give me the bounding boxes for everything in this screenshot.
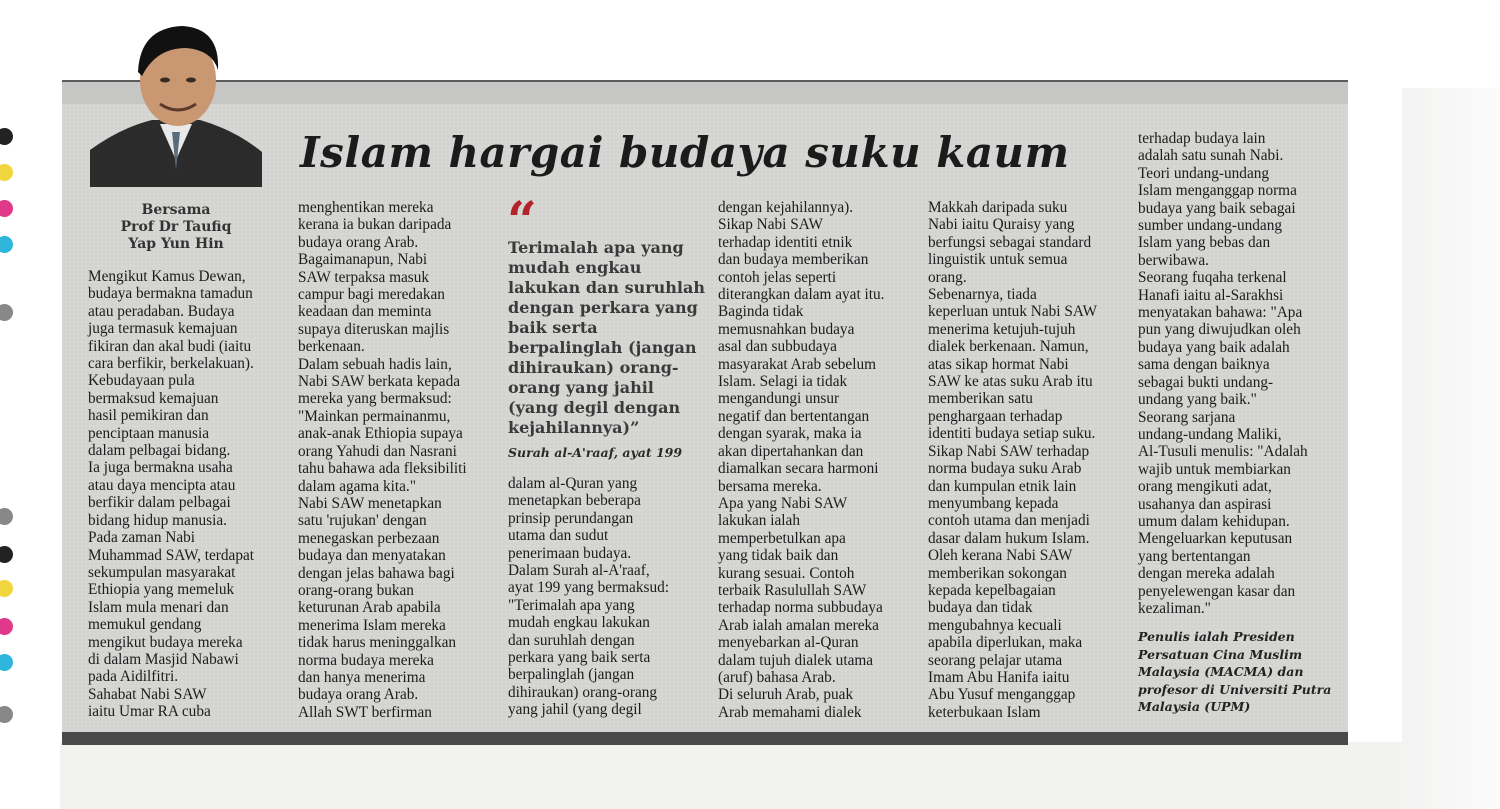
- byline: [90, 202, 262, 253]
- pull-quote-source: Surah al-A'raaf, ayat 199: [508, 445, 683, 460]
- registration-dot: [0, 508, 13, 525]
- article-column-1: Mengikut Kamus Dewan, budaya bermakna tamadun atau peradaban. Budaya juga termasuk kemajuan fikiran dan akal budi (iaitu cara berfikir, berkelakuan). Kebudayaan pula bermaksud kemajuan hasil pemikiran dan penciptaan manusia dalam pelbagai bidang. Ia juga bermakna usaha atau daya mencipta atau berfikir dalam pelbagai bidang hidup manusia. Pada zaman Nabi Muhammad SAW, terdapat sekumpulan masyarakat Ethiopia yang memeluk Islam mula menari dan memukul gendang mengikut budaya mereka di dalam Masjid Nabawi pada Aidilfitri. Sahabat Nabi SAW iaitu Umar RA cuba: [88, 268, 255, 721]
- article-column-2: menghentikan mereka kerana ia bukan daripada budaya orang Arab. Bagaimanapun, Nabi SAW terpaksa masuk campur bagi meredakan keadaan dan meminta supaya diteruskan majlis berkenaan. Dalam sebuah hadis lain, Nabi SAW berkata kepada mereka yang bermaksud: "Mainkan permainanmu, anak-anak Ethiopia supaya orang Yahudi dan Nasrani tahu bahawa ada fleksibiliti dalam agama kita." Nabi SAW menetapkan satu 'rujukan' dengan menegaskan perbezaan budaya dan menyatakan dengan jelas bahawa bagi orang-orang bukan keturunan Arab apabila menerima Islam mereka tidak harus meninggalkan norma budaya mereka dan hanya menerima budaya orang Arab. Allah SWT berfirman: [298, 199, 467, 721]
- registration-dot: [0, 654, 13, 671]
- registration-dot: [0, 128, 13, 145]
- pull-quote: Terimalah apa yang mudah engkau lakukan dan suruhlah dengan perkara yang baik serta berpalinglah (jangan dihiraukan) orang-orang yang jahil (yang degil dengan kejahilannya)”: [508, 238, 705, 437]
- quote-mark-icon: “: [507, 191, 537, 252]
- registration-dot: [0, 618, 13, 635]
- paper-bottom-margin: [60, 742, 1402, 809]
- color-registration-marks: [0, 124, 18, 744]
- article-column-4: dengan kejahilannya). Sikap Nabi SAW terhadap identiti etnik dan budaya memberikan contoh jelas seperti diterangkan dalam ayat itu. Baginda tidak memusnahkan budaya asal dan subbudaya masyarakat Arab sebelum Islam. Selagi ia tidak mengandungi unsur negatif dan bertentangan dengan syarak, maka ia akan dipertahankan dan diamalkan secara harmoni bersama mereka. Apa yang Nabi SAW lakukan ialah memperbetulkan apa yang tidak baik dan kurang sesuai. Contoh terbaik Rasulullah SAW terhadap norma subbudaya Arab ialah amalan mereka menyebarkan al-Quran dalam tujuh dialek utama (aruf) bahasa Arab. Di seluruh Arab, puak Arab memahami dialek: [718, 199, 885, 721]
- article-column-3: dalam al-Quran yang menetapkan beberapa prinsip perundangan utama dan sudut penerimaan budaya. Dalam Surah al-A'raaf, ayat 199 yang bermaksud: "Terimalah apa yang mudah engkau lakukan dan suruhlah dengan perkara yang baik serta berpalinglah (jangan dihiraukan) orang-orang yang jahil (yang degil: [508, 475, 669, 719]
- registration-dot: [0, 580, 13, 597]
- author-photo: [90, 20, 262, 187]
- article-headline: Islam hargai budaya suku kaum: [300, 128, 1070, 177]
- article-column-5: Makkah daripada suku Nabi iaitu Quraisy yang berfungsi sebagai standard linguistik untuk semua orang. Sebenarnya, tiada keperluan untuk Nabi SAW menerima ketujuh-tujuh dialek berkenaan. Namun, atas sikap hormat Nabi SAW ke atas suku Arab itu memberikan satu penghargaan terhadap identiti budaya setiap suku. Sikap Nabi SAW terhadap norma budaya suku Arab dan kumpulan etnik lain menyumbang kepada contoh utama dan menjadi dasar dalam hukum Islam. Oleh kerana Nabi SAW memberikan sokongan kepada kepelbagaian budaya dan tidak mengubahnya kecuali apabila diperlukan, maka seorang pelajar utama Imam Abu Hanifa iaitu Abu Yusuf menganggap keterbukaan Islam: [928, 199, 1098, 721]
- bottom-rule: [62, 732, 1348, 745]
- registration-dot: [0, 164, 13, 181]
- registration-dot: [0, 236, 13, 253]
- registration-dot: [0, 706, 13, 723]
- author-name-line2: Yap Yun Hin: [128, 236, 224, 252]
- page-edge-shadow: [1402, 88, 1500, 809]
- registration-dot: [0, 304, 13, 321]
- registration-dot: [0, 546, 13, 563]
- author-name-line1: Prof Dr Taufiq: [120, 219, 232, 235]
- registration-dot: [0, 200, 13, 217]
- byline-prefix: Bersama: [141, 202, 211, 218]
- author-note: Penulis ialah Presiden Persatuan Cina Muslim Malaysia (MACMA) dan profesor di Universiti Putra Malaysia (UPM): [1138, 629, 1332, 714]
- article-column-6: terhadap budaya lain adalah satu sunah Nabi. Teori undang-undang Islam menganggap norma budaya yang baik sebagai sumber undang-undang Islam yang bebas dan berwibawa. Seorang fuqaha terkenal Hanafi iaitu al-Sarakhsi menyatakan bahawa: "Apa pun yang diwujudkan oleh budaya yang baik adalah sama dengan baiknya sebagai bukti undang- undang yang baik." Seorang sarjana undang-undang Maliki, Al-Tusuli menulis: "Adalah wajib untuk membiarkan orang mengikuti adat, usahanya dan aspirasi umum dalam kehidupan. Mengeluarkan keputusan yang bertentangan dengan mereka adalah penyelewengan kasar dan kezaliman.": [1138, 130, 1308, 617]
